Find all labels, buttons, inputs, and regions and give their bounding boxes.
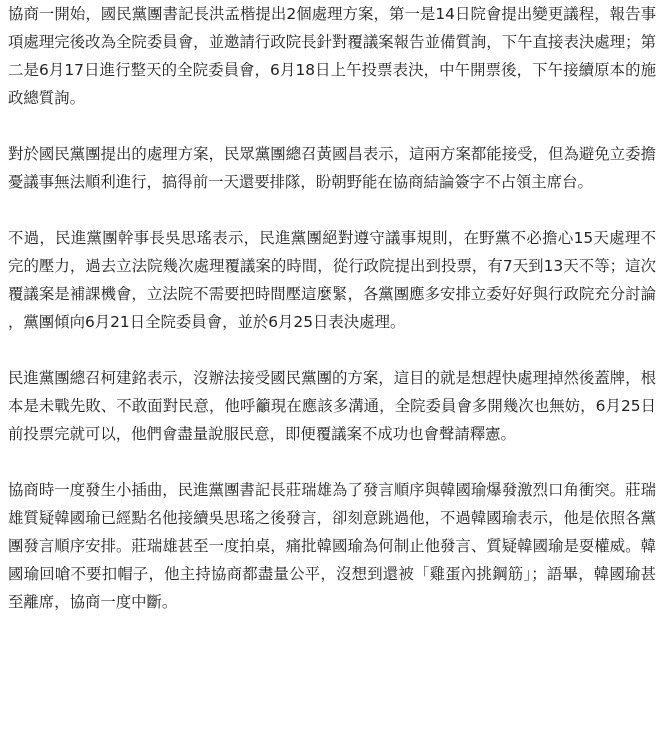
paragraph-1: 協商一開始，國民黨團書記長洪孟楷提出2個處理方案，第一是14日院會提出變更議程，報告事項處理完後改為全院委員會，並邀請行政院長針對覆議案報告並備質詢，下午直接表決處理；第二是6月17日進行整天的全院委員會，6月18日上午投票表決，中午開票後，下午接續原本的施政總質詢。 xyxy=(8,5,656,107)
paragraph-2: 對於國民黨團提出的處理方案，民眾黨團總召黃國昌表示，這兩方案都能接受，但為避免立委擔憂議事無法順利進行，搞得前一天還要排隊，盼朝野能在協商結論簽字不占領主席台。 xyxy=(8,145,656,191)
article-body xyxy=(8,0,656,616)
paragraph-5: 協商時一度發生小插曲，民進黨團書記長莊瑞雄為了發言順序與韓國瑜爆發激烈口角衝突。莊瑞雄質疑韓國瑜已經點名他接續吳思瑤之後發言，卻刻意跳過他，不過韓國瑜表示，他是依照各黨團發言順序安排。莊瑞雄甚至一度拍桌，痛批韓國瑜為何制止他發言、質疑韓國瑜是耍權威。韓國瑜回嗆不要扣帽子，他主持協商都盡量公平，沒想到還被「雞蛋內挑鋼筋」；語畢，韓國瑜甚至離席，協商一度中斷。 xyxy=(8,481,656,611)
paragraph-4: 民進黨團總召柯建銘表示，沒辦法接受國民黨團的方案，這目的就是想趕快處理掉然後蓋牌，根本是未戰先敗、不敢面對民意，他呼籲現在應該多溝通，全院委員會多開幾次也無妨，6月25日前投票完就可以，他們會盡量說服民意，即便覆議案不成功也會聲請釋憲。 xyxy=(8,369,656,443)
paragraph-3: 不過，民進黨團幹事長吳思瑤表示，民進黨團絕對遵守議事規則，在野黨不必擔心15天處理不完的壓力，過去立法院幾次處理覆議案的時間，從行政院提出到投票，有7天到13天不等；這次覆議案是補課機會，立法院不需要把時間壓這麼緊，各黨團應多安排立委好好與行政院充分討論，黨團傾向6月21日全院委員會，並於6月25日表決處理。 xyxy=(8,229,656,331)
